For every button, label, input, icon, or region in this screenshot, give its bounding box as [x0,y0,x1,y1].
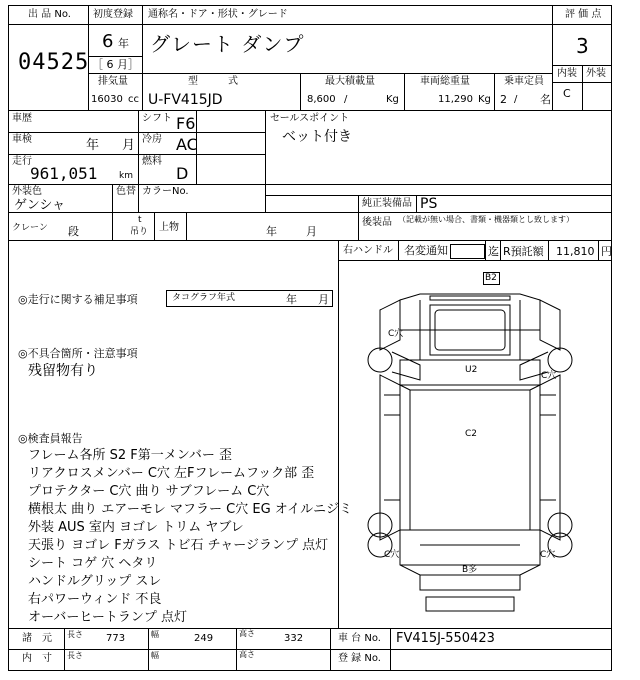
mileage: 961,051 [30,164,98,183]
capacity-label: 乗車定員 [504,76,544,87]
crane-stage-unit: 段 [68,225,79,238]
name-change-label: 名変通知 [404,244,448,257]
factory-option: PS [420,196,438,212]
recycle-amount: 11,810 [556,245,595,258]
rear-month-unit: 月 [306,225,317,238]
sales-point: ベット付き [282,129,352,145]
first-reg-month: ［ 6 月］ [92,58,139,71]
inspection-month-unit: 月 [122,138,136,153]
tachograph-year-unit: 年 [286,293,297,306]
width: 249 [194,633,214,644]
damage-mark: B2 [485,273,497,283]
max-load-slash: / [344,94,348,105]
shift-label: シフト [142,113,172,124]
deadline-label: 迄 [488,245,499,258]
inspector-line: オーバーヒートランプ 点灯 [28,610,187,625]
dims-label: 諸 元 [22,633,52,644]
capacity-slash: / [514,94,518,105]
max-load-label: 最大積載量 [325,76,375,87]
inspector-line: シート コゲ 穴 ヘタリ [28,556,158,571]
ac: AC [176,135,198,154]
rear-year-unit: 年 [266,225,277,238]
reg-no-label: 登 録 No. [338,653,381,664]
damage-mark: B多 [462,565,478,575]
inspection-label: 車検 [12,134,32,145]
interior-label: 内装 [557,68,577,79]
inspector-line: 外装 AUS 室内 ヨゴレ トリム ヤブレ [28,520,244,535]
aftermarket-label: 後装品 [362,217,392,228]
color: ゲンシャ [14,198,66,213]
length: 773 [106,633,126,644]
lot-no-label: 出 品 No. [28,9,71,20]
model-name-label: 通称名・ドア・形状・グレード [148,9,288,20]
fuel: D [176,164,189,183]
factory-option-label: 純正装備品 [362,198,412,209]
recycle-label: R預託額 [503,245,544,258]
rear-upper-label: 上物 [159,222,179,233]
capacity-unit: 名 [540,93,551,106]
crane-label: クレーン [12,223,48,233]
color-no-label: カラーNo. [142,186,189,197]
damage-mark: C穴 [540,550,556,560]
sales-point-label: セールスポイント [270,113,350,124]
displacement: 16030 [91,94,123,105]
first-reg-year-unit: 年 [118,37,129,50]
color-label: 外装色 [12,186,42,197]
first-reg-year: 6 [102,31,114,52]
type: U-FV415JD [148,92,223,108]
gross-weight-label: 車両総重量 [420,76,470,87]
first-reg-label: 初度登録 [93,9,133,20]
score: 3 [576,34,589,58]
inspector-label: ◎検査員報告 [18,432,83,445]
max-load: 8,600 [307,94,336,105]
defects-label: ◎不具合箇所・注意事項 [18,347,138,360]
recycle-unit: 円 [601,245,612,258]
history-label: 車歴 [12,113,32,124]
damage-mark: C穴 [541,371,557,381]
height-label: 高さ [239,629,255,638]
inspector-line: 天張り ヨゴレ Fガラス トビ石 チャージランプ 点灯 [28,538,329,553]
gross-weight-unit: Kg [478,94,491,105]
chassis-no: FV415J-550423 [396,631,495,646]
height-label: 高さ [239,650,255,659]
displacement-label: 排気量 [98,76,128,87]
aftermarket-note: （記載が無い場合、書類・機器類とし致します） [398,215,574,224]
inspector-line: リアクロスメンバー C穴 左Fフレームフック部 歪 [28,466,315,481]
ac-label: 冷房 [142,134,162,145]
inspector-line: 横根太 曲り エアーモレ マフラー C穴 EG オイルニジミ [28,502,353,517]
inspector-line: プロテクター C穴 曲り サブフレーム C穴 [28,484,270,499]
width-label: 幅 [151,630,159,639]
interior-dims-label: 内 寸 [22,653,52,664]
defect-line: 残留物有り [28,363,98,379]
inspector-line: フレーム各所 S2 F第一メンバー 歪 [28,448,232,463]
inspector-line: 右パワーウィンド 不良 [28,592,162,607]
length-label: 長さ [67,651,83,660]
tachograph-label: タコグラフ年式 [172,293,236,303]
height: 332 [284,633,304,644]
fuel-label: 燃料 [142,156,162,167]
shift: F6 [176,114,196,133]
displacement-unit: cc [128,94,139,105]
color-code-label: 色替 [116,186,136,197]
exterior-label: 外装 [586,68,606,79]
inspector-line: ハンドルグリップ スレ [28,574,162,589]
interior-grade: C [563,87,571,100]
type-label: 型 式 [188,76,238,87]
crane-ton-unit: t [138,215,142,225]
model-name: グレート ダンプ [150,32,305,56]
gross-weight: 11,290 [438,94,473,105]
lot-no: 04525 [18,50,90,75]
inspection-year-unit: 年 [86,138,100,153]
width-label: 幅 [151,651,159,660]
damage-mark: U2 [465,365,478,375]
mileage-unit: km [119,171,133,181]
driving-remarks-label: ◎走行に関する補足事項 [18,293,138,306]
tachograph-month-unit: 月 [318,293,329,306]
damage-mark: C2 [465,429,478,439]
score-label: 評 価 点 [565,9,602,20]
chassis-label: 車 台 No. [338,633,381,644]
truck-diagram [368,273,572,612]
mileage-label: 走行 [12,156,32,167]
damage-mark: C穴 [384,550,400,560]
max-load-unit: Kg [386,94,399,105]
length-label: 長さ [67,630,83,639]
crane-hang-unit: 吊り [130,227,149,237]
capacity: 2 [500,93,507,106]
steering: 右ハンドル [343,245,393,256]
damage-mark: C穴 [388,329,404,339]
